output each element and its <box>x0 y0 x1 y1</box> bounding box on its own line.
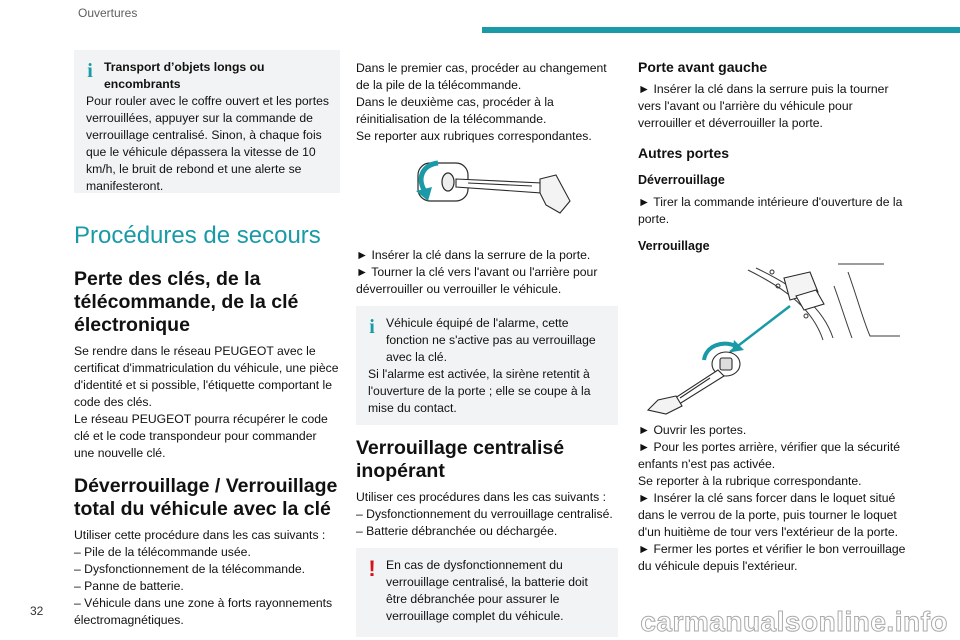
column-middle <box>356 60 618 637</box>
list-item: – Dysfonctionnement du verrouillage centralisé. <box>356 507 613 521</box>
step-check-child-lock: ► Pour les portes arrière, vérifier que la sécurité enfants n'est pas activée. <box>638 440 901 471</box>
paragraph-lost-keys-1: Se rendre dans le réseau PEUGEOT avec le certificat d'immatriculation du véhicule, une pièce d'identité et si possible, l'étiquette comportant le code des clés. <box>74 344 339 409</box>
heading-central-locking-failure: Verrouillage centralisé inopérant <box>356 437 565 482</box>
paragraph-case-2: Dans le deuxième cas, procéder à la réinitialisation de la télécommande. <box>356 95 554 126</box>
list-item: – Pile de la télécommande usée. <box>74 545 251 559</box>
note-text: Pour rouler avec le coffre ouvert et les portes verrouillées, appuyer sur la commande de verrouillage centralisé. Sinon, à chaque fois que le véhicule dépassera la vitesse de 10 km/h, le bruit de rebond et une alerte se manifesteront. <box>86 94 329 193</box>
heading-unlocking: Déverrouillage <box>638 173 725 187</box>
list-item: – Panne de batterie. <box>74 579 184 593</box>
paragraph-central-intro: Utiliser ces procédures dans les cas suivants : <box>356 490 606 504</box>
step-turn-key: ► Tourner la clé vers l'avant ou l'arrière pour déverrouiller ou verrouiller le véhicule. <box>356 265 598 296</box>
page-number: 32 <box>30 604 44 618</box>
list-item: – Batterie débranchée ou déchargée. <box>356 524 558 538</box>
step-open-doors: ► Ouvrir les portes. <box>638 423 747 437</box>
paragraph-see-sections: Se reporter aux rubriques correspondantes. <box>356 129 592 143</box>
note-title: Transport d’objets longs ou encombrants <box>104 60 265 91</box>
info-note-alarm <box>356 306 618 425</box>
note-alarm-line1: Véhicule équipé de l'alarme, cette fonction ne s'active pas au verrouillage avec la clé. <box>386 316 596 364</box>
step-close-doors: ► Fermer les portes et vérifier le bon verrouillage du véhicule depuis l'extérieur. <box>638 542 906 573</box>
paragraph-unlock-intro: Utiliser cette procédure dans les cas suivants : <box>74 528 326 542</box>
heading-locking: Verrouillage <box>638 239 710 253</box>
info-note-long-objects <box>74 50 340 193</box>
note-warning-text: En cas de dysfonctionnement du verrouillage centralisé, la batterie doit être débranchée pour assurer le verrouillage complet du véhicule. <box>386 558 588 623</box>
heading-front-left-door: Porte avant gauche <box>638 59 768 75</box>
warning-icon: ! <box>368 556 376 581</box>
section-title: Procédures de secours <box>74 222 321 249</box>
heading-lost-keys: Perte des clés, de la télécommande, de la clé électronique <box>74 268 299 336</box>
heading-other-doors: Autres portes <box>638 145 730 161</box>
step-insert-key: ► Insérer la clé dans la serrure de la porte. <box>356 248 591 262</box>
paragraph-case-1: Dans le premier cas, procéder au changement de la pile de la télécommande. <box>356 61 607 92</box>
section-label: Ouvertures <box>78 6 138 20</box>
list-item: – Dysfonctionnement de la télécommande. <box>74 562 306 576</box>
warning-note-battery <box>356 548 618 637</box>
column-left <box>74 50 340 629</box>
paragraph-unlocking: ► Tirer la commande intérieure d'ouverture de la porte. <box>638 195 903 226</box>
header-accent-bar <box>482 27 960 33</box>
paragraph-lost-keys-2: Le réseau PEUGEOT pourra récupérer le code clé et le code transpondeur pour commander une nouvelle clé. <box>74 412 328 460</box>
info-icon: i <box>369 316 375 338</box>
heading-unlock-with-key: Déverrouillage / Verrouillage total du véhicule avec la clé <box>74 475 338 520</box>
paragraph-front-left-door: ► Insérer la clé dans la serrure puis la tourner vers l'avant ou l'arrière du véhicule pour verrouiller et déverrouiller la porte. <box>638 82 889 130</box>
note-alarm-line2: Si l'alarme est activée, la sirène retentit à l'ouverture de la porte ; elle se coupe à la mise du contact. <box>368 367 591 415</box>
info-icon: i <box>87 60 93 82</box>
step-insert-key-latch: ► Insérer la clé sans forcer dans le loquet situé dans le verrou de la porte, puis tourner le loquet d'un huitième de tour vers l'extérieur de la porte. <box>638 491 899 539</box>
column-right <box>638 58 906 575</box>
watermark: carmanualsonline.info <box>640 606 948 637</box>
paragraph-see-section: Se reporter à la rubrique correspondante. <box>638 474 862 488</box>
door-latch-key-illustration <box>638 260 906 416</box>
list-item: – Véhicule dans une zone à forts rayonnements électromagnétiques. <box>74 596 333 627</box>
key-in-door-lock-illustration <box>356 153 618 235</box>
